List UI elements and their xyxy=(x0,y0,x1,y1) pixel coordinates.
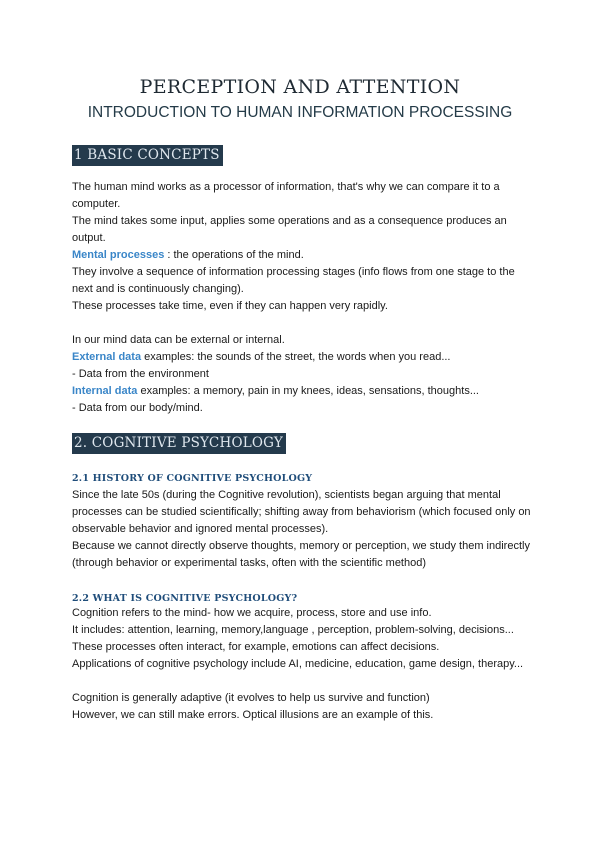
section-heading-cognitive-psychology: 2. COGNITIVE PSYCHOLOGY xyxy=(72,433,286,454)
paragraph: It includes: attention, learning, memory,language , perception, problem-solving, decisions... xyxy=(72,624,514,636)
paragraph: Since the late 50s (during the Cognitive revolution), scientists began arguing that mental processes can be studied scientifically; shifting away from behaviorism (which focused only on observable behavior and ignored mental processes). xyxy=(72,489,531,535)
paragraph: Cognition refers to the mind- how we acquire, process, store and use info. xyxy=(72,607,432,619)
section-heading-basic-concepts: 1 BASIC CONCEPTS xyxy=(72,145,223,166)
paragraph: The human mind works as a processor of information, that's why we can compare it to a computer. xyxy=(72,181,500,210)
subsection-heading-history: 2.1 HISTORY OF COGNITIVE PSYCHOLOGY xyxy=(72,473,313,484)
subsection-body-what-is xyxy=(72,605,532,724)
paragraph: However, we can still make errors. Optical illusions are an example of this. xyxy=(72,709,434,721)
subsection-heading-what-is: 2.2 WHAT IS COGNITIVE PSYCHOLOGY? xyxy=(72,593,298,604)
term-internal-data: Internal data xyxy=(72,385,138,397)
page-title: PERCEPTION AND ATTENTION xyxy=(139,76,461,98)
page-subtitle: INTRODUCTION TO HUMAN INFORMATION PROCESSING xyxy=(87,104,513,121)
paragraph-external-data xyxy=(72,349,532,366)
definition-internal-data: examples: a memory, pain in my knees, ideas, sensations, thoughts... xyxy=(137,385,479,397)
definition-external-data: examples: the sounds of the street, the words when you read... xyxy=(141,351,451,363)
note-internal-data: - Data from our body/mind. xyxy=(72,402,203,414)
paragraph: They involve a sequence of information processing stages (info flows from one stage to the next and is continuously changing). xyxy=(72,266,515,295)
section-body-basic-concepts xyxy=(72,179,532,417)
note-external-data: - Data from the environment xyxy=(72,368,209,380)
paragraph: Cognition is generally adaptive (it evolves to help us survive and function) xyxy=(72,692,430,704)
paragraph: These processes often interact, for example, emotions can affect decisions. xyxy=(72,641,440,653)
spacer xyxy=(72,315,532,332)
paragraph: These processes take time, even if they can happen very rapidly. xyxy=(72,300,388,312)
paragraph: In our mind data can be external or internal. xyxy=(72,334,285,346)
term-external-data: External data xyxy=(72,351,142,363)
paragraph: Because we cannot directly observe thoughts, memory or perception, we study them indirectly (through behavior or experimental tasks, often with the scientific method) xyxy=(72,540,530,569)
paragraph-internal-data xyxy=(72,383,532,400)
definition-mental-processes: : the operations of the mind. xyxy=(164,249,304,261)
spacer xyxy=(72,673,532,690)
subsection-body-history xyxy=(72,487,532,572)
term-mental-processes: Mental processes xyxy=(72,249,165,261)
paragraph-mental-processes xyxy=(72,247,532,264)
paragraph: Applications of cognitive psychology include AI, medicine, education, game design, therapy... xyxy=(72,658,524,670)
paragraph: The mind takes some input, applies some operations and as a consequence produces an output. xyxy=(72,215,507,244)
